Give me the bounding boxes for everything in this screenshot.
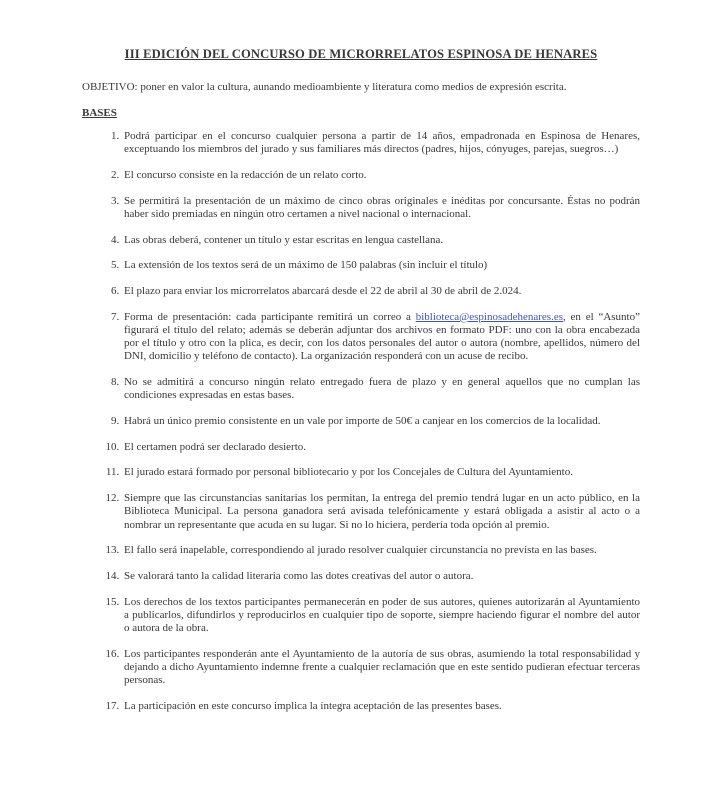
- bases-heading: BASES: [82, 107, 117, 120]
- base-item-17: 17. La participación en este concurso implica la íntegra aceptación de las presentes bases.: [122, 700, 640, 713]
- base-item-2: 2. El concurso consiste en la redacción de un relato corto.: [122, 169, 640, 182]
- base-item-5: 5. La extensión de los textos será de un máximo de 150 palabras (sin incluir el título): [122, 259, 640, 272]
- bases-list: [82, 130, 640, 713]
- base-item-1: 1. Podrá participar en el concurso cualquier persona a partir de 14 años, empadronada en Espinosa de Henares, exceptuando los miembros del jurado y sus familiares más directos (padres, hijos, cónyuges, parejas, suegros…): [122, 130, 640, 156]
- document-title: III EDICIÓN DEL CONCURSO DE MICRORRELATOS ESPINOSA DE HENARES: [124, 47, 598, 61]
- email-link[interactable]: biblioteca@espinosadehenares.es: [415, 310, 563, 323]
- objective-paragraph: OBJETIVO: poner en valor la cultura, aunando medioambiente y literatura como medios de expresión escrita.: [82, 81, 567, 93]
- base-item-14: 14. Se valorará tanto la calidad literaria como las dotes creativas del autor o autora.: [122, 570, 640, 583]
- base-item-7: 7. Forma de presentación: cada participante remitirá un correo a biblioteca@espinosadehenares.es, en el “Asunto” figurará el título del relato; además se deberán adjuntar dos archivos en formato PDF: uno con la obra encabezada por el título y otro con la plica, es decir, con los datos personales del autor o autora (nombre, apellidos, número del DNI, domicilio y teléfono de contacto). La organización responderá con un acuse de recibo.: [122, 311, 640, 364]
- base-item-15: 15. Los derechos de los textos participantes permanecerán en poder de sus autores, quienes autorizarán al Ayuntamiento a publicarlos, difundirlos y reproducirlos en cualquier tipo de soporte, siempre haciendo figurar el nombre del autor o autora de la obra.: [122, 596, 640, 636]
- base-item-9: 9. Habrá un único premio consistente en un vale por importe de 50€ a canjear en los comercios de la localidad.: [122, 415, 640, 428]
- base-item-6: 6. El plazo para enviar los microrrelatos abarcará desde el 22 de abril al 30 de abril de 2.024.: [122, 285, 640, 298]
- base-item-11: 11. El jurado estará formado por personal bibliotecario y por los Concejales de Cultura del Ayuntamiento.: [122, 466, 640, 479]
- base-item-3: 3. Se permitirá la presentación de un máximo de cinco obras originales e inéditas por concursante. Éstas no podrán haber sido premiadas en ningún otro certamen a nivel nacional o internacional.: [122, 195, 640, 221]
- base-item-8: 8. No se admitirá a concurso ningún relato entregado fuera de plazo y en general aquellos que no cumplan las condiciones expresadas en estas bases.: [122, 376, 640, 402]
- base-item-12: 12. Siempre que las circunstancias sanitarias los permitan, la entrega del premio tendrá lugar en un acto público, en la Biblioteca Municipal. La persona ganadora será avisada telefónicamente y estará obligada a asistir al acto o a nombrar un representante que acuda en su lugar. Si no lo hiciera, perdería toda opción al premio.: [122, 492, 640, 532]
- base-item-4: 4. Las obras deberá, contener un título y estar escritas en lengua castellana.: [122, 234, 640, 247]
- base-item-16: 16. Los participantes responderán ante el Ayuntamiento de la autoría de sus obras, asumiendo la total responsabilidad y dejando a dicho Ayuntamiento indemne frente a cualquier reclamación que en este sentido pudieran efectuar terceras personas.: [122, 648, 640, 688]
- base-item-13: 13. El fallo será inapelable, correspondiendo al jurado resolver cualquier circunstancia no prevista en las bases.: [122, 544, 640, 557]
- base-item-10: 10. El certamen podrá ser declarado desierto.: [122, 441, 640, 454]
